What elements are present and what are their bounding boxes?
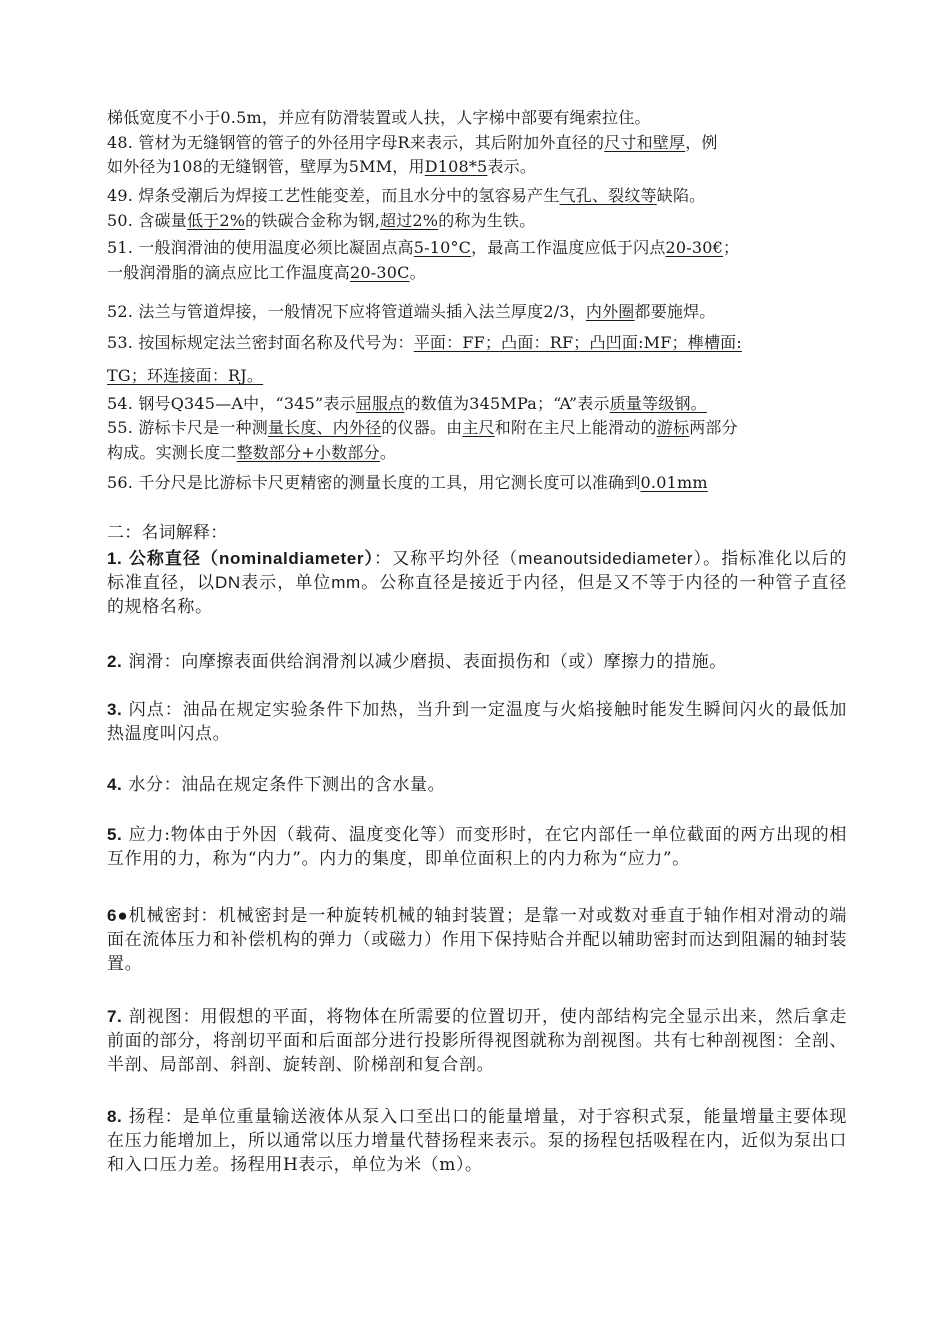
item-52: 52. 法兰与管道焊接，一般情况下应将管道端头插入法兰厚度2/3，内外圈都要施焊。 — [107, 302, 716, 321]
item-50: 50. 含碳量低于2%的铁碳合金称为钢,超过2%的称为生铁。 — [107, 211, 536, 230]
definition-7: 7. 剖视图：用假想的平面，将物体在所需要的位置切开，使内部结构完全显示出来，然后拿走前面的部分，将剖切平面和后面部分进行投影所得视图就称为剖视图。共有七种剖视图：全剖、半剖、局部剖、斜剖、旋转剖、阶梯剖和复合剖。 — [107, 1007, 847, 1075]
definition-8: 8. 扬程：是单位重量输送液体从泵入口至出口的能量增量，对于容积式泵，能量增量主要体现在压力能增加上，所以通常以压力增量代替扬程来表示。泵的扬程包括吸程在内，近似为泵出口和入口压力差。扬程用H表示，单位为米（m）。 — [107, 1107, 847, 1175]
item-49: 49. 焊条受潮后为焊接工艺性能变差，而且水分中的氢容易产生气孔、裂纹等缺陷。 — [107, 186, 706, 205]
item-51-line1: 51. 一般润滑油的使用温度必须比凝固点高5-10°C，最高工作温度应低于闪点20-30€； — [107, 238, 740, 257]
definition-2: 2. 润滑：向摩擦表面供给润滑剂以减少磨损、表面损伤和（或）摩擦力的措施。 — [107, 652, 727, 672]
item-48-line1: 48. 管材为无缝钢管的管子的外径用字母R来表示，其后附加外直径的尺寸和壁厚，例 — [107, 133, 718, 152]
item-55-line2: 构成。实测长度二整数部分+小数部分。 — [107, 443, 397, 462]
item-51-line2: 一般润滑脂的滴点应比工作温度高20-30C。 — [107, 263, 426, 282]
item-48-line2: 如外径为108的无缝钢管，壁厚为5MM，用D108*5表示。 — [107, 157, 537, 176]
section-heading: 二：名词解释： — [107, 523, 228, 543]
item-55-line1: 55. 游标卡尺是一种测量长度、内外径的仪器。由主尺和附在主尺上能滑动的游标两部分 — [107, 418, 738, 437]
definition-5: 5. 应力:物体由于外因（载荷、温度变化等）而变形时，在它内部任一单位截面的两方出现的相互作用的力，称为“内力”。内力的集度，即单位面积上的内力称为“应力”。 — [107, 825, 847, 869]
definition-1: 1. 公称直径（nominaldiameter）：又称平均外径（meanoutsidediameter）。指标准化以后的标准直径，以DN表示，单位mm。公称直径是接近于内径，但是又不等于内径的一种管子直径的规格名称。 — [107, 549, 847, 616]
item-56: 56. 千分尺是比游标卡尺更精密的测量长度的工具，用它测长度可以准确到0.01mm — [107, 473, 708, 492]
definition-3: 3. 闪点：油品在规定实验条件下加热，当升到一定温度与火焰接触时能发生瞬间闪火的最低加热温度叫闪点。 — [107, 700, 847, 744]
item-53-line2: TG；环连接面：RJ。 — [107, 366, 264, 385]
item-54: 54. 钢号Q345—A中，“345”表示屈服点的数值为345MPa；“A”表示质量等级钢。 — [107, 394, 707, 413]
item-53-line1: 53. 按国标规定法兰密封面名称及代号为：平面：FF；凸面：RF；凸凹面:MF；榫槽面: — [107, 333, 742, 352]
item-47-tail: 梯低宽度不小于0.5m，并应有防滑装置或人扶，人字梯中部要有绳索拉住。 — [107, 108, 651, 127]
definition-4: 4. 水分：油品在规定条件下测出的含水量。 — [107, 775, 446, 795]
definition-6: 6●机械密封：机械密封是一种旋转机械的轴封装置；是靠一对或数对垂直于轴作相对滑动的端面在流体压力和补偿机构的弹力（或磁力）作用下保持贴合并配以辅助密封而达到阻漏的轴封装置。 — [107, 906, 847, 974]
